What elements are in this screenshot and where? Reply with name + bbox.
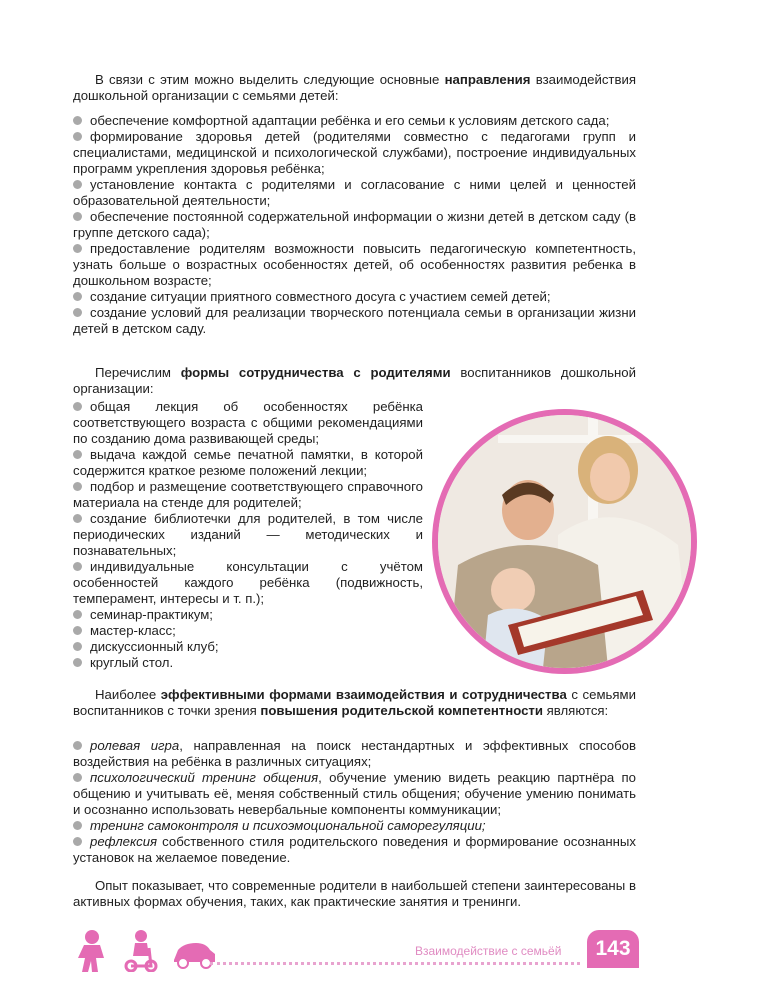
list-item: создание библиотечки для родителей, в том числе периодических изданий — методических и познавательных; bbox=[73, 511, 423, 558]
bullet-icon bbox=[73, 837, 82, 846]
list-item: семинар-практикум; bbox=[73, 607, 423, 623]
bullet-icon bbox=[73, 821, 82, 830]
bullet-icon bbox=[73, 116, 82, 125]
paragraph-text: взаимодействия дошкольной организации с семьями детей: bbox=[73, 72, 636, 103]
list-item: общая лекция об особенностях ребёнка соответствующего возраста с общими рекомендациями по созданию дома развивающей среды; bbox=[73, 399, 423, 446]
bullet-icon bbox=[73, 658, 82, 667]
list-item: предоставление родителям возможности повысить педагогическую компетентность, узнать больше о возрастных особенностях детей, об особенностях развития ребенка в дошкольном возрасте; bbox=[73, 241, 636, 288]
effective-forms-list bbox=[73, 738, 636, 866]
bullet-icon bbox=[73, 244, 82, 253]
list-item: тренинг самоконтроля и психоэмоциональной саморегуляции; bbox=[73, 818, 636, 834]
bullet-icon bbox=[73, 308, 82, 317]
list-item: индивидуальные консультации с учётом особенностей каждого ребёнка (подвижность, темперамент, интересы и т. п.); bbox=[73, 559, 423, 606]
car-icon bbox=[170, 940, 218, 970]
list-item: мастер-класс; bbox=[73, 623, 423, 639]
bullet-icon bbox=[73, 626, 82, 635]
intro-paragraph bbox=[73, 72, 636, 104]
footer-dotted-line bbox=[210, 962, 580, 965]
list-item: обеспечение комфортной адаптации ребёнка и его семьи к условиям детского сада; bbox=[73, 113, 636, 129]
list-item: психологический тренинг общения, обучение умению видеть реакцию партнёра по общению и учитывать её, меняя собственный стиль общения; обучение умению понимать и осознанно использовать невербальные компоненты коммуникации; bbox=[73, 770, 636, 817]
list-item: создание условий для реализации творческого потенциала семьи в организации жизни детей в детском саду. bbox=[73, 305, 636, 336]
bullet-icon bbox=[73, 610, 82, 619]
conclusion-paragraph: Опыт показывает, что современные родители в наибольшей степени заинтересованы в активных формах обучения, таких, как практические занятия и тренинги. bbox=[73, 878, 636, 909]
bullet-icon bbox=[73, 514, 82, 523]
list-item: круглый стол. bbox=[73, 655, 423, 671]
list-item: формирование здоровья детей (родителями совместно с педагогами групп и специалистами, медицинской и психологической службами), построение индивидуальных программ укрепления здоровья ребёнка; bbox=[73, 129, 636, 176]
bullet-icon bbox=[73, 642, 82, 651]
bullet-icon bbox=[73, 180, 82, 189]
bullet-icon bbox=[73, 402, 82, 411]
forms-paragraph: Перечислим формы сотрудничества с родителями воспитанников дошкольной организации: bbox=[73, 365, 636, 396]
paragraph-text: В связи с этим можно выделить следующие основные bbox=[95, 72, 445, 87]
list-item: установление контакта с родителями и согласование с ними целей и ценностей образовательной деятельности; bbox=[73, 177, 636, 208]
directions-list bbox=[73, 113, 636, 337]
footer-section-title: Взаимодействие с семьёй bbox=[415, 944, 562, 958]
list-item: дискуссионный клуб; bbox=[73, 639, 423, 655]
list-item: рефлексия собственного стиля родительского поведения и формирование осознанных установок на желаемое поведение. bbox=[73, 834, 636, 865]
list-item: обеспечение постоянной содержательной информации о жизни детей в детском саду (в группе детского сада); bbox=[73, 209, 636, 240]
page-number: 143 bbox=[587, 930, 639, 968]
bullet-icon bbox=[73, 292, 82, 301]
bullet-icon bbox=[73, 773, 82, 782]
bullet-icon bbox=[73, 741, 82, 750]
list-item: выдача каждой семье печатной памятки, в которой содержится краткое резюме положений лекции; bbox=[73, 447, 423, 478]
child-figure-icon bbox=[72, 928, 112, 972]
list-item: подбор и размещение соответствующего справочного материала на стенде для родителей; bbox=[73, 479, 423, 510]
bullet-icon bbox=[73, 212, 82, 221]
list-item: создание ситуации приятного совместного досуга с участием семей детей; bbox=[73, 289, 636, 305]
family-photo bbox=[432, 409, 697, 674]
bullet-icon bbox=[73, 450, 82, 459]
paragraph-bold: направления bbox=[444, 72, 531, 87]
list-item: ролевая игра, направленная на поиск нестандартных и эффективных способов воздействия на ребёнка в различных ситуациях; bbox=[73, 738, 637, 769]
effective-forms-paragraph: Наиболее эффективными формами взаимодействия и сотрудничества с семьями воспитанников с точки зрения повышения родительской компетентности являются: bbox=[73, 687, 636, 718]
family-reading-illustration bbox=[438, 415, 691, 668]
scooter-child-icon bbox=[123, 928, 159, 972]
bullet-icon bbox=[73, 482, 82, 491]
bullet-icon bbox=[73, 562, 82, 571]
bullet-icon bbox=[73, 132, 82, 141]
forms-list bbox=[73, 399, 423, 671]
